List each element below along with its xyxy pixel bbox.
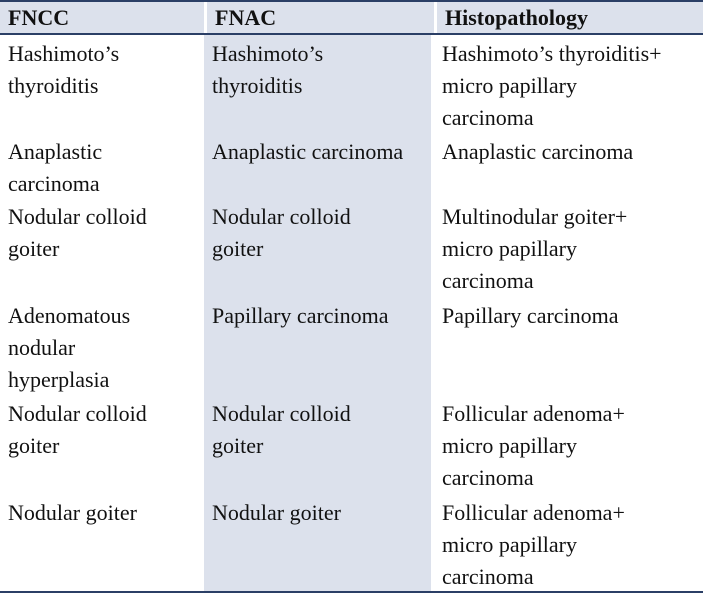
cell-line: micro papillary	[442, 236, 578, 261]
cell-line: Follicular adenoma+	[442, 500, 625, 525]
cell-line: carcinoma	[442, 465, 534, 490]
cell-line: Adenomatous	[8, 303, 131, 328]
cell-fncc	[0, 38, 204, 102]
cell-line: micro papillary	[442, 73, 578, 98]
cell-line: Anaplastic carcinoma	[212, 139, 404, 164]
cell-line: Papillary carcinoma	[442, 303, 619, 328]
cell-line: Multinodular goiter+	[442, 204, 628, 229]
cell-line: goiter	[8, 433, 60, 458]
cell-line: carcinoma	[442, 105, 534, 130]
cell-line: carcinoma	[442, 268, 534, 293]
cell-line: goiter	[8, 236, 60, 261]
cell-line: thyroiditis	[212, 73, 303, 98]
table-header-row	[0, 0, 703, 35]
header-fnac: FNAC	[204, 2, 434, 33]
cell-line: micro papillary	[442, 532, 578, 557]
cell-fncc	[0, 300, 204, 396]
cell-line: goiter	[212, 236, 264, 261]
cell-fnac	[204, 300, 434, 332]
cell-fnac	[204, 38, 434, 102]
cell-histopathology	[434, 38, 703, 134]
cell-line: Hashimoto’s	[8, 41, 120, 66]
header-fncc: FNCC	[8, 5, 70, 30]
cell-histopathology	[434, 300, 703, 332]
cell-line: Anaplastic carcinoma	[442, 139, 634, 164]
cell-fnac	[204, 398, 434, 462]
cell-line: carcinoma	[8, 171, 100, 196]
cell-line: nodular	[8, 335, 76, 360]
cell-fncc	[0, 398, 204, 462]
cell-fnac	[204, 136, 434, 168]
header-histopathology: Histopathology	[434, 2, 703, 33]
cell-histopathology	[434, 398, 703, 494]
cell-line: thyroiditis	[8, 73, 99, 98]
cell-histopathology	[434, 497, 703, 593]
cell-line: hyperplasia	[8, 367, 110, 392]
cell-line: Nodular colloid	[8, 401, 147, 426]
cell-fnac	[204, 201, 434, 265]
cell-line: Follicular adenoma+	[442, 401, 625, 426]
table-bottom-rule	[0, 591, 703, 593]
cell-line: Hashimoto’s	[212, 41, 324, 66]
cell-line: Nodular goiter	[212, 500, 341, 525]
cell-fncc	[0, 497, 204, 529]
cell-line: Nodular goiter	[8, 500, 137, 525]
cell-line: Anaplastic	[8, 139, 103, 164]
cell-histopathology	[434, 136, 703, 168]
cell-histopathology	[434, 201, 703, 297]
cell-line: carcinoma	[442, 564, 534, 589]
cell-fnac	[204, 497, 434, 529]
cell-line: Nodular colloid	[212, 401, 351, 426]
cell-fncc	[0, 201, 204, 265]
cell-line: micro papillary	[442, 433, 578, 458]
cell-line: Nodular colloid	[212, 204, 351, 229]
cell-line: Hashimoto’s thyroiditis+	[442, 41, 662, 66]
cell-line: goiter	[212, 433, 264, 458]
cell-line: Papillary carcinoma	[212, 303, 389, 328]
cell-line: Nodular colloid	[8, 204, 147, 229]
cell-fncc	[0, 136, 204, 200]
